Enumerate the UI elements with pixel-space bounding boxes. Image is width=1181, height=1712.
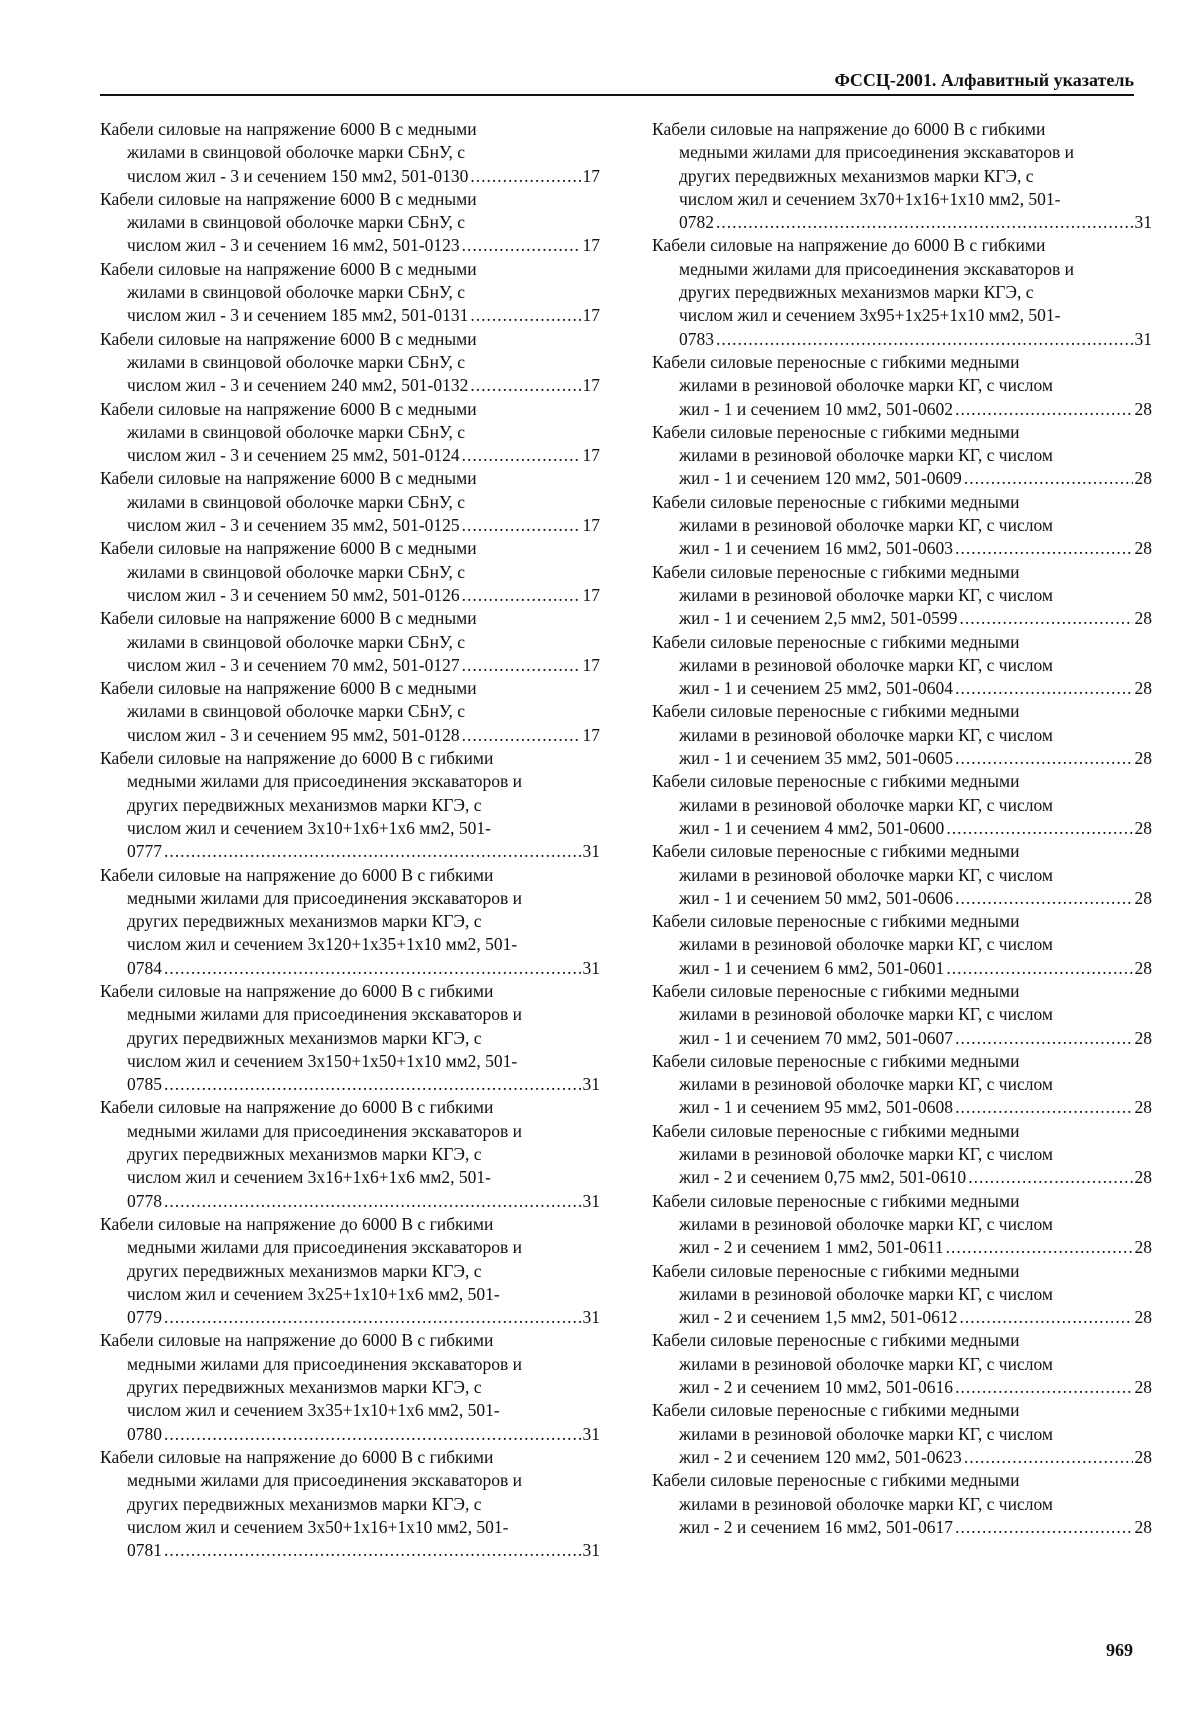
entry-last-line — [100, 654, 600, 677]
entry-page-ref: 31 — [582, 1307, 600, 1328]
entry-last-line — [100, 1423, 600, 1446]
index-entry — [652, 491, 1152, 561]
entry-last-text: жил - 1 и сечением 120 мм2, 501-0609 — [679, 468, 962, 489]
entry-line: медными жилами для присоединения экскаваторов и — [127, 771, 522, 792]
entry-line: жилами в резиновой оболочке марки КГ, с числом — [679, 934, 1053, 955]
entry-line: Кабели силовые на напряжение до 6000 В с гибкими — [100, 1330, 494, 1351]
entry-line: жилами в свинцовой оболочке марки СБнУ, с — [127, 561, 465, 582]
dot-leader — [955, 537, 1132, 560]
dot-leader — [964, 467, 1133, 490]
entry-last-text: жил - 1 и сечением 10 мм2, 501-0602 — [679, 398, 954, 419]
entry-page-ref: 31 — [1134, 212, 1152, 233]
entry-page-ref: 17 — [582, 445, 600, 466]
entry-last-line — [100, 1073, 600, 1096]
entry-last-text: числом жил - 3 и сечением 16 мм2, 501-0123 — [127, 235, 460, 256]
entry-line: жилами в резиновой оболочке марки КГ, с числом — [679, 794, 1053, 815]
index-entry — [100, 188, 600, 258]
dot-leader — [462, 584, 581, 607]
entry-line: числом жил и сечением 3х35+1х10+1х6 мм2, 501- — [127, 1400, 500, 1421]
entry-line: медными жилами для присоединения экскаваторов и — [127, 1470, 522, 1491]
index-entry — [652, 1260, 1152, 1330]
entry-line: Кабели силовые на напряжение до 6000 В с гибкими — [100, 1097, 494, 1118]
dot-leader — [959, 607, 1132, 630]
entry-line: числом жил и сечением 3х95+1х25+1х10 мм2, 501- — [679, 305, 1061, 326]
entry-line: медными жилами для присоединения экскаваторов и — [679, 142, 1074, 163]
entry-page-ref: 28 — [1134, 817, 1152, 838]
entry-last-text: жил - 1 и сечением 70 мм2, 501-0607 — [679, 1027, 954, 1048]
entry-line: числом жил и сечением 3х150+1х50+1х10 мм2, 501- — [127, 1050, 518, 1071]
entry-page-ref: 17 — [582, 375, 600, 396]
entry-line: Кабели силовые на напряжение 6000 В с медными — [100, 678, 477, 699]
entry-line: Кабели силовые переносные с гибкими медными — [652, 421, 1020, 442]
entry-last-line — [652, 677, 1152, 700]
entry-page-ref: 17 — [582, 584, 600, 605]
entry-line: числом жил и сечением 3х25+1х10+1х6 мм2, 501- — [127, 1283, 500, 1304]
dot-leader — [164, 1190, 581, 1213]
entry-line: жилами в резиновой оболочке марки КГ, с числом — [679, 864, 1053, 885]
entry-last-text: 0778 — [127, 1190, 162, 1211]
entry-line: других передвижных механизмов марки КГЭ, с — [127, 1493, 482, 1514]
index-entry — [652, 1329, 1152, 1399]
entry-line: жилами в резиновой оболочке марки КГ, с числом — [679, 654, 1053, 675]
entry-line: других передвижных механизмов марки КГЭ, с — [127, 1144, 482, 1165]
dot-leader — [462, 654, 581, 677]
entry-page-ref: 17 — [582, 654, 600, 675]
index-entry — [652, 1399, 1152, 1469]
entry-page-ref: 31 — [582, 1423, 600, 1444]
entry-line: числом жил и сечением 3х50+1х16+1х10 мм2, 501- — [127, 1516, 509, 1537]
dot-leader — [470, 165, 580, 188]
entry-page-ref: 28 — [1134, 957, 1152, 978]
entry-line: жилами в резиновой оболочке марки КГ, с числом — [679, 1074, 1053, 1095]
index-entry — [100, 467, 600, 537]
entry-last-text: 0777 — [127, 841, 162, 862]
entry-last-text: 0784 — [127, 957, 162, 978]
entry-page-ref: 28 — [1134, 538, 1152, 559]
entry-last-line — [100, 1539, 600, 1562]
entry-line: Кабели силовые переносные с гибкими медными — [652, 1260, 1020, 1281]
index-entry — [100, 537, 600, 607]
index-entry — [100, 398, 600, 468]
entry-line: жилами в свинцовой оболочке марки СБнУ, с — [127, 421, 465, 442]
entry-line: медными жилами для присоединения экскаваторов и — [127, 1353, 522, 1374]
entry-last-line — [100, 444, 600, 467]
entry-line: жилами в резиновой оболочке марки КГ, с числом — [679, 1353, 1053, 1374]
entry-last-text: числом жил - 3 и сечением 25 мм2, 501-0124 — [127, 445, 460, 466]
entry-line: других передвижных механизмов марки КГЭ, с — [127, 911, 482, 932]
entry-last-line — [100, 957, 600, 980]
entry-line: Кабели силовые переносные с гибкими медными — [652, 631, 1020, 652]
dot-leader — [462, 234, 581, 257]
entry-last-text: 0779 — [127, 1307, 162, 1328]
entry-line: жилами в резиновой оболочке марки КГ, с числом — [679, 584, 1053, 605]
dot-leader — [946, 1236, 1133, 1259]
entry-line: жилами в резиновой оболочке марки КГ, с числом — [679, 375, 1053, 396]
entry-line: медными жилами для присоединения экскаваторов и — [127, 1237, 522, 1258]
entry-last-text: жил - 2 и сечением 1,5 мм2, 501-0612 — [679, 1307, 958, 1328]
index-entry — [652, 351, 1152, 421]
entry-line: жилами в резиновой оболочке марки КГ, с числом — [679, 1213, 1053, 1234]
entry-line: числом жил и сечением 3х16+1х6+1х6 мм2, 501- — [127, 1167, 492, 1188]
entry-last-line — [100, 234, 600, 257]
right-column — [652, 118, 1152, 1539]
entry-line: Кабели силовые переносные с гибкими медными — [652, 841, 1020, 862]
dot-leader — [164, 840, 581, 863]
entry-line: жилами в резиновой оболочке марки КГ, с числом — [679, 1144, 1053, 1165]
entry-line: жилами в свинцовой оболочке марки СБнУ, с — [127, 351, 465, 372]
index-entry — [100, 1096, 600, 1212]
entry-last-line — [652, 747, 1152, 770]
index-entry — [100, 328, 600, 398]
dot-leader — [164, 1073, 581, 1096]
entry-last-line — [100, 304, 600, 327]
entry-last-text: жил - 1 и сечением 6 мм2, 501-0601 — [679, 957, 945, 978]
entry-last-text: 0781 — [127, 1540, 162, 1561]
entry-page-ref: 31 — [582, 1074, 600, 1095]
entry-line: Кабели силовые на напряжение до 6000 В с гибкими — [652, 119, 1046, 139]
entry-line: других передвижных механизмов марки КГЭ, с — [127, 1260, 482, 1281]
entry-page-ref: 28 — [1134, 1307, 1152, 1328]
entry-page-ref: 17 — [582, 235, 600, 256]
entry-last-text: 0780 — [127, 1423, 162, 1444]
entry-page-ref: 28 — [1134, 1027, 1152, 1048]
entry-last-line — [652, 328, 1152, 351]
entry-page-ref: 28 — [1134, 1516, 1152, 1537]
entry-line: Кабели силовые на напряжение до 6000 В с гибкими — [100, 864, 494, 885]
entry-last-text: числом жил - 3 и сечением 70 мм2, 501-0127 — [127, 654, 460, 675]
entry-last-line — [100, 724, 600, 747]
dot-leader — [955, 1027, 1132, 1050]
entry-last-line — [652, 1376, 1152, 1399]
entry-last-text: жил - 1 и сечением 95 мм2, 501-0608 — [679, 1097, 954, 1118]
left-column — [100, 118, 600, 1562]
entry-line: Кабели силовые переносные с гибкими медными — [652, 771, 1020, 792]
entry-line: Кабели силовые переносные с гибкими медными — [652, 561, 1020, 582]
entry-line: медными жилами для присоединения экскаваторов и — [127, 887, 522, 908]
entry-line: Кабели силовые на напряжение 6000 В с медными — [100, 119, 477, 139]
entry-last-text: жил - 1 и сечением 2,5 мм2, 501-0599 — [679, 608, 958, 629]
entry-last-line — [100, 165, 600, 188]
dot-leader — [955, 1096, 1132, 1119]
entry-line: Кабели силовые переносные с гибкими медными — [652, 1330, 1020, 1351]
entry-line: жилами в свинцовой оболочке марки СБнУ, с — [127, 212, 465, 233]
entry-last-text: числом жил - 3 и сечением 150 мм2, 501-0130 — [127, 165, 469, 186]
index-entry — [100, 677, 600, 747]
page-header — [100, 68, 1134, 96]
entry-last-line — [100, 374, 600, 397]
entry-page-ref: 28 — [1134, 1377, 1152, 1398]
dot-leader — [964, 1446, 1133, 1469]
dot-leader — [955, 1376, 1132, 1399]
header-title: ФССЦ-2001. Алфавитный указатель — [834, 70, 1134, 90]
dot-leader — [462, 724, 581, 747]
index-entry — [100, 258, 600, 328]
index-entry — [100, 747, 600, 863]
entry-line: жилами в резиновой оболочке марки КГ, с числом — [679, 1004, 1053, 1025]
entry-page-ref: 28 — [1134, 1167, 1152, 1188]
dot-leader — [955, 1516, 1132, 1539]
index-entry — [652, 910, 1152, 980]
entry-line: Кабели силовые переносные с гибкими медными — [652, 1120, 1020, 1141]
index-entry — [652, 631, 1152, 701]
entry-last-text: жил - 1 и сечением 4 мм2, 501-0600 — [679, 817, 945, 838]
index-entry — [652, 234, 1152, 350]
entry-line: Кабели силовые переносные с гибкими медными — [652, 1050, 1020, 1071]
dot-leader — [716, 211, 1133, 234]
index-entry — [100, 1213, 600, 1329]
entry-line: Кабели силовые переносные с гибкими медными — [652, 1400, 1020, 1421]
entry-page-ref: 28 — [1134, 608, 1152, 629]
dot-leader — [470, 304, 580, 327]
entry-page-ref: 28 — [1134, 678, 1152, 699]
entry-line: жилами в резиновой оболочке марки КГ, с числом — [679, 1493, 1053, 1514]
dot-leader — [462, 514, 581, 537]
entry-last-line — [652, 398, 1152, 421]
entry-page-ref: 28 — [1134, 1237, 1152, 1258]
entry-line: жилами в резиновой оболочке марки КГ, с числом — [679, 515, 1053, 536]
entry-page-ref: 17 — [582, 165, 600, 186]
index-entry — [100, 864, 600, 980]
entry-line: других передвижных механизмов марки КГЭ, с — [679, 165, 1034, 186]
entry-line: жилами в резиновой оболочке марки КГ, с числом — [679, 724, 1053, 745]
entry-line: Кабели силовые переносные с гибкими медными — [652, 1470, 1020, 1491]
index-entry — [100, 118, 600, 188]
entry-line: Кабели силовые на напряжение 6000 В с медными — [100, 608, 477, 629]
entry-last-text: жил - 1 и сечением 35 мм2, 501-0605 — [679, 748, 954, 769]
entry-line: Кабели силовые переносные с гибкими медными — [652, 1190, 1020, 1211]
entry-last-line — [100, 514, 600, 537]
entry-page-ref: 31 — [582, 1540, 600, 1561]
index-entry — [652, 840, 1152, 910]
index-entry — [652, 118, 1152, 234]
entry-line: Кабели силовые на напряжение 6000 В с медными — [100, 188, 477, 209]
entry-line: Кабели силовые на напряжение до 6000 В с гибкими — [100, 748, 494, 769]
entry-last-line — [652, 1236, 1152, 1259]
entry-line: жилами в свинцовой оболочке марки СБнУ, с — [127, 631, 465, 652]
entry-last-text: жил - 1 и сечением 50 мм2, 501-0606 — [679, 887, 954, 908]
entry-last-line — [652, 1306, 1152, 1329]
entry-last-line — [652, 607, 1152, 630]
entry-line: других передвижных механизмов марки КГЭ, с — [127, 1377, 482, 1398]
entry-line: Кабели силовые на напряжение 6000 В с медными — [100, 328, 477, 349]
entry-last-text: 0783 — [679, 328, 714, 349]
entry-last-text: 0782 — [679, 212, 714, 233]
entry-line: жилами в резиновой оболочке марки КГ, с числом — [679, 1423, 1053, 1444]
entry-line: жилами в свинцовой оболочке марки СБнУ, с — [127, 491, 465, 512]
entry-last-line — [652, 1096, 1152, 1119]
entry-line: Кабели силовые на напряжение до 6000 В с гибкими — [652, 235, 1046, 256]
entry-line: Кабели силовые на напряжение 6000 В с медными — [100, 398, 477, 419]
entry-line: Кабели силовые на напряжение 6000 В с медными — [100, 538, 477, 559]
entry-page-ref: 17 — [582, 305, 600, 326]
entry-last-text: жил - 2 и сечением 16 мм2, 501-0617 — [679, 1516, 954, 1537]
entry-page-ref: 28 — [1134, 887, 1152, 908]
entry-last-line — [652, 537, 1152, 560]
entry-last-text: числом жил - 3 и сечением 50 мм2, 501-0126 — [127, 584, 460, 605]
entry-line: Кабели силовые переносные с гибкими медными — [652, 491, 1020, 512]
index-entry — [652, 561, 1152, 631]
entry-last-line — [652, 1027, 1152, 1050]
entry-line: числом жил и сечением 3х10+1х6+1х6 мм2, 501- — [127, 817, 492, 838]
entry-page-ref: 28 — [1134, 398, 1152, 419]
entry-last-line — [652, 1446, 1152, 1469]
entry-line: Кабели силовые на напряжение до 6000 В с гибкими — [100, 980, 494, 1001]
dot-leader — [164, 1539, 581, 1562]
entry-last-text: жил - 2 и сечением 120 мм2, 501-0623 — [679, 1446, 962, 1467]
entry-last-text: числом жил - 3 и сечением 95 мм2, 501-0128 — [127, 724, 460, 745]
dot-leader — [470, 374, 580, 397]
entry-line: других передвижных механизмов марки КГЭ, с — [127, 794, 482, 815]
index-entry — [652, 700, 1152, 770]
dot-leader — [955, 677, 1132, 700]
entry-line: Кабели силовые переносные с гибкими медными — [652, 701, 1020, 722]
entry-last-line — [100, 584, 600, 607]
entry-page-ref: 28 — [1134, 748, 1152, 769]
entry-last-line — [100, 1306, 600, 1329]
entry-last-text: 0785 — [127, 1074, 162, 1095]
entry-last-text: числом жил - 3 и сечением 35 мм2, 501-0125 — [127, 515, 460, 536]
entry-line: Кабели силовые на напряжение до 6000 В с гибкими — [100, 1213, 494, 1234]
entry-last-line — [100, 1190, 600, 1213]
entry-last-line — [652, 211, 1152, 234]
entry-line: числом жил и сечением 3х120+1х35+1х10 мм2, 501- — [127, 934, 518, 955]
dot-leader — [946, 817, 1132, 840]
entry-page-ref: 28 — [1134, 468, 1152, 489]
entry-line: жилами в резиновой оболочке марки КГ, с числом — [679, 1283, 1053, 1304]
entry-last-line — [100, 840, 600, 863]
dot-leader — [955, 398, 1132, 421]
entry-line: Кабели силовые на напряжение до 6000 В с гибкими — [100, 1446, 494, 1467]
entry-line: жилами в свинцовой оболочке марки СБнУ, с — [127, 701, 465, 722]
entry-line: Кабели силовые переносные с гибкими медными — [652, 980, 1020, 1001]
entry-line: жилами в свинцовой оболочке марки СБнУ, с — [127, 282, 465, 303]
index-entry — [100, 1329, 600, 1445]
entry-last-text: жил - 2 и сечением 0,75 мм2, 501-0610 — [679, 1167, 967, 1188]
entry-line: числом жил и сечением 3х70+1х16+1х10 мм2, 501- — [679, 188, 1061, 209]
entry-last-line — [652, 887, 1152, 910]
index-entry — [652, 980, 1152, 1050]
dot-leader — [946, 957, 1132, 980]
entry-line: других передвижных механизмов марки КГЭ, с — [679, 282, 1034, 303]
dot-leader — [164, 1423, 581, 1446]
dot-leader — [462, 444, 581, 467]
entry-line: других передвижных механизмов марки КГЭ, с — [127, 1027, 482, 1048]
entry-line: медными жилами для присоединения экскаваторов и — [127, 1120, 522, 1141]
dot-leader — [955, 887, 1132, 910]
entry-page-ref: 28 — [1134, 1446, 1152, 1467]
entry-last-line — [652, 957, 1152, 980]
entry-line: жилами в резиновой оболочке марки КГ, с числом — [679, 445, 1053, 466]
entry-page-ref: 28 — [1134, 1097, 1152, 1118]
entry-line: Кабели силовые переносные с гибкими медными — [652, 351, 1020, 372]
dot-leader — [959, 1306, 1132, 1329]
entry-last-line — [652, 1516, 1152, 1539]
entry-page-ref: 31 — [582, 957, 600, 978]
page-number: 969 — [1106, 1640, 1133, 1660]
index-entry — [652, 770, 1152, 840]
entry-page-ref: 31 — [1134, 328, 1152, 349]
dot-leader — [968, 1166, 1132, 1189]
index-entry — [100, 1446, 600, 1562]
entry-page-ref: 31 — [582, 841, 600, 862]
dot-leader — [955, 747, 1132, 770]
index-entry — [652, 1050, 1152, 1120]
dot-leader — [716, 328, 1133, 351]
entry-last-text: жил - 2 и сечением 10 мм2, 501-0616 — [679, 1377, 954, 1398]
entry-page-ref: 17 — [582, 515, 600, 536]
entry-last-text: жил - 1 и сечением 16 мм2, 501-0603 — [679, 538, 954, 559]
entry-last-text: жил - 1 и сечением 25 мм2, 501-0604 — [679, 678, 954, 699]
entry-last-line — [652, 817, 1152, 840]
entry-line: Кабели силовые на напряжение 6000 В с медными — [100, 258, 477, 279]
entry-line: жилами в свинцовой оболочке марки СБнУ, с — [127, 142, 465, 163]
entry-line: Кабели силовые на напряжение 6000 В с медными — [100, 468, 477, 489]
index-entry — [100, 980, 600, 1096]
entry-line: медными жилами для присоединения экскаваторов и — [127, 1004, 522, 1025]
entry-line: Кабели силовые переносные с гибкими медными — [652, 911, 1020, 932]
index-entry — [652, 1469, 1152, 1539]
index-entry — [100, 607, 600, 677]
entry-line: медными жилами для присоединения экскаваторов и — [679, 258, 1074, 279]
entry-page-ref: 17 — [582, 724, 600, 745]
entry-last-text: числом жил - 3 и сечением 240 мм2, 501-0132 — [127, 375, 469, 396]
entry-last-line — [652, 467, 1152, 490]
entry-last-text: жил - 2 и сечением 1 мм2, 501-0611 — [679, 1237, 944, 1258]
entry-last-line — [652, 1166, 1152, 1189]
dot-leader — [164, 957, 581, 980]
dot-leader — [164, 1306, 581, 1329]
entry-last-text: числом жил - 3 и сечением 185 мм2, 501-0131 — [127, 305, 469, 326]
index-entry — [652, 1190, 1152, 1260]
entry-page-ref: 31 — [582, 1190, 600, 1211]
index-entry — [652, 421, 1152, 491]
index-entry — [652, 1120, 1152, 1190]
